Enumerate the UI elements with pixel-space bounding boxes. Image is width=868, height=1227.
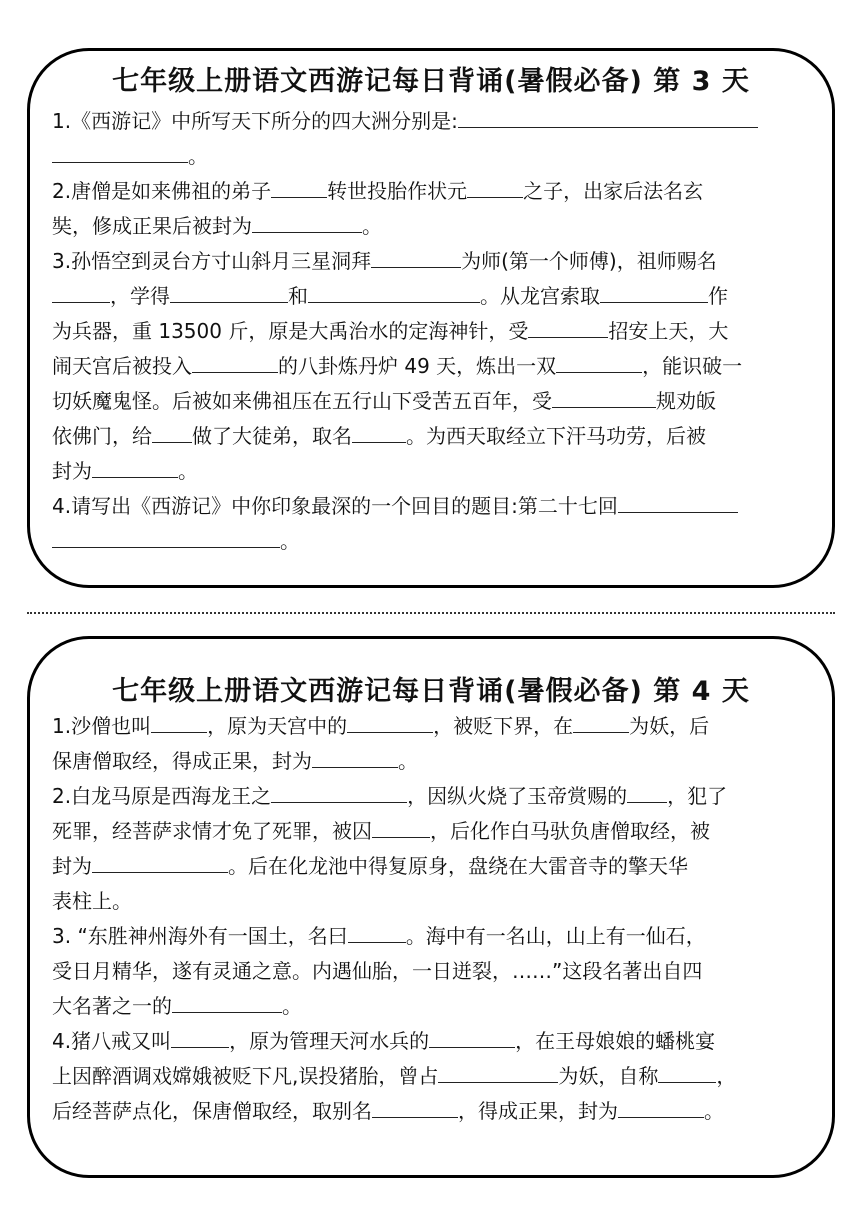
question-text: 为妖，后: [629, 714, 710, 738]
answer-blank[interactable]: [172, 990, 282, 1013]
question-text: 切妖魔鬼怪。后被如来佛祖压在五行山下受苦五百年，受: [52, 389, 552, 413]
answer-blank[interactable]: [372, 1095, 458, 1118]
question-text: ，原为天宫中的: [207, 714, 348, 738]
answer-blank[interactable]: [170, 280, 288, 303]
question-text: 作: [708, 284, 728, 308]
question-line: [52, 209, 818, 244]
answer-blank[interactable]: [312, 745, 398, 768]
answer-blank[interactable]: [347, 710, 433, 733]
answer-blank[interactable]: [618, 1095, 704, 1118]
day3-card: [27, 48, 835, 588]
question-text: 上因醉酒调戏嫦娥被贬下凡,误投猪胎，曾占: [52, 1064, 439, 1088]
question-text: 。: [188, 144, 208, 168]
question-text: ，后化作白马驮负唐僧取经，被: [430, 819, 710, 843]
question-text: 。: [362, 214, 382, 238]
question-text: 。: [704, 1099, 724, 1123]
question-text: ，能识破一: [642, 354, 743, 378]
question-line: [52, 419, 818, 454]
question-line: [52, 849, 818, 884]
question-line: [52, 524, 818, 559]
question-text: 2.白龙马原是西海龙王之: [52, 784, 272, 808]
question-line: [52, 814, 818, 849]
question-text: 为师(第一个师傅)，祖师赐名: [461, 249, 717, 273]
question-line: [52, 349, 818, 384]
question-text: ，: [716, 1064, 737, 1088]
question-text: 受日月精华，遂有灵通之意。内遇仙胎，一日迸裂，……”这段名著出自四: [52, 959, 703, 983]
question-line: [52, 709, 818, 744]
answer-blank[interactable]: [627, 780, 667, 803]
answer-blank[interactable]: [600, 280, 708, 303]
question-text: ，学得: [110, 284, 170, 308]
question-text: 封为: [52, 459, 92, 483]
answer-blank[interactable]: [92, 455, 178, 478]
day3-questions: [52, 104, 818, 559]
answer-blank[interactable]: [458, 105, 758, 128]
question-text: 。: [282, 994, 302, 1018]
answer-blank[interactable]: [556, 350, 642, 373]
answer-blank[interactable]: [271, 175, 327, 198]
question-line: [52, 454, 818, 489]
answer-blank[interactable]: [352, 420, 406, 443]
question-line: [52, 104, 818, 139]
answer-blank[interactable]: [348, 920, 406, 943]
day4-card: [27, 636, 835, 1178]
question-line: [52, 174, 818, 209]
question-text: 和: [288, 284, 308, 308]
question-text: 招安上天，大: [608, 319, 729, 343]
question-text: 4.猪八戒又叫: [52, 1029, 172, 1053]
answer-blank[interactable]: [308, 280, 480, 303]
question-text: 。从龙宫索取: [480, 284, 600, 308]
question-text: ，犯了: [667, 784, 728, 808]
question-text: 1.沙僧也叫: [52, 714, 152, 738]
question-line: [52, 744, 818, 779]
question-line: [52, 279, 818, 314]
question-line: [52, 1059, 818, 1094]
question-line: [52, 384, 818, 419]
dotted-divider: [27, 612, 835, 614]
question-line: [52, 779, 818, 814]
question-line: [52, 954, 818, 989]
question-line: [52, 1094, 818, 1129]
answer-blank[interactable]: [438, 1060, 558, 1083]
question-text: 为妖，自称: [558, 1064, 659, 1088]
answer-blank[interactable]: [371, 245, 461, 268]
question-text: 之子，出家后法名玄: [523, 179, 704, 203]
question-line: [52, 989, 818, 1024]
question-text: 。后在化龙池中得复原身，盘绕在大雷音寺的擎天华: [228, 854, 688, 878]
answer-blank[interactable]: [171, 1025, 229, 1048]
question-text: 大名著之一的: [52, 994, 172, 1018]
answer-blank[interactable]: [372, 815, 430, 838]
question-text: 转世投胎作状元: [327, 179, 468, 203]
answer-blank[interactable]: [151, 710, 207, 733]
answer-blank[interactable]: [618, 490, 738, 513]
day4-questions: [52, 709, 818, 1129]
question-text: 为兵器，重 13500 斤，原是大禹治水的定海神针，受: [52, 319, 529, 343]
question-text: ，在王母娘娘的蟠桃宴: [515, 1029, 716, 1053]
question-text: 死罪，经菩萨求情才免了死罪，被囚: [52, 819, 372, 843]
question-line: [52, 489, 818, 524]
question-line: [52, 884, 818, 919]
question-text: 4.请写出《西游记》中你印象最深的一个回目的题目:第二十七回: [52, 494, 618, 518]
question-text: 1.《西游记》中所写天下所分的四大洲分别是:: [52, 109, 458, 133]
answer-blank[interactable]: [528, 315, 608, 338]
day3-title: 七年级上册语文西游记每日背诵(暑假必备) 第 3 天: [112, 66, 750, 97]
question-text: 保唐僧取经，得成正果，封为: [52, 749, 312, 773]
question-text: 奘，修成正果后被封为: [52, 214, 252, 238]
question-text: 。为西天取经立下汗马功劳，后被: [406, 424, 706, 448]
answer-blank[interactable]: [152, 420, 192, 443]
question-text: 后经菩萨点化，保唐僧取经，取别名: [52, 1099, 372, 1123]
question-text: 2.唐僧是如来佛祖的弟子: [52, 179, 272, 203]
question-text: ，因纵火烧了玉帝赏赐的: [407, 784, 628, 808]
answer-blank[interactable]: [92, 850, 228, 873]
question-text: 。: [178, 459, 198, 483]
answer-blank[interactable]: [573, 710, 629, 733]
answer-blank[interactable]: [552, 385, 656, 408]
answer-blank[interactable]: [467, 175, 523, 198]
answer-blank[interactable]: [52, 525, 280, 548]
question-text: 。海中有一名山，山上有一仙石，: [405, 924, 706, 948]
question-line: [52, 139, 818, 174]
question-text: 规劝皈: [656, 389, 716, 413]
answer-blank[interactable]: [429, 1025, 515, 1048]
question-text: 的八卦炼丹炉 49 天，炼出一双: [278, 354, 557, 378]
question-text: ，得成正果，封为: [458, 1099, 618, 1123]
answer-blank[interactable]: [52, 280, 110, 303]
question-line: [52, 244, 818, 279]
question-text: 3.孙悟空到灵台方寸山斜月三星洞拜: [52, 249, 372, 273]
question-line: [52, 314, 818, 349]
question-text: 。: [398, 749, 418, 773]
question-text: 。: [280, 529, 300, 553]
day4-title: 七年级上册语文西游记每日背诵(暑假必备) 第 4 天: [112, 676, 750, 707]
question-text: 封为: [52, 854, 92, 878]
question-line: [52, 1024, 818, 1059]
answer-blank[interactable]: [658, 1060, 716, 1083]
question-text: 表柱上。: [52, 889, 132, 913]
question-text: 闹天宫后被投入: [52, 354, 192, 378]
question-text: ，被贬下界，在: [433, 714, 574, 738]
answer-blank[interactable]: [271, 780, 407, 803]
question-text: 3. “东胜神州海外有一国土，名曰: [52, 924, 348, 948]
question-text: ，原为管理天河水兵的: [229, 1029, 430, 1053]
answer-blank[interactable]: [52, 140, 188, 163]
question-text: 做了大徒弟，取名: [192, 424, 352, 448]
question-line: [52, 919, 818, 954]
question-text: 依佛门，给: [52, 424, 152, 448]
answer-blank[interactable]: [252, 210, 362, 233]
answer-blank[interactable]: [192, 350, 278, 373]
